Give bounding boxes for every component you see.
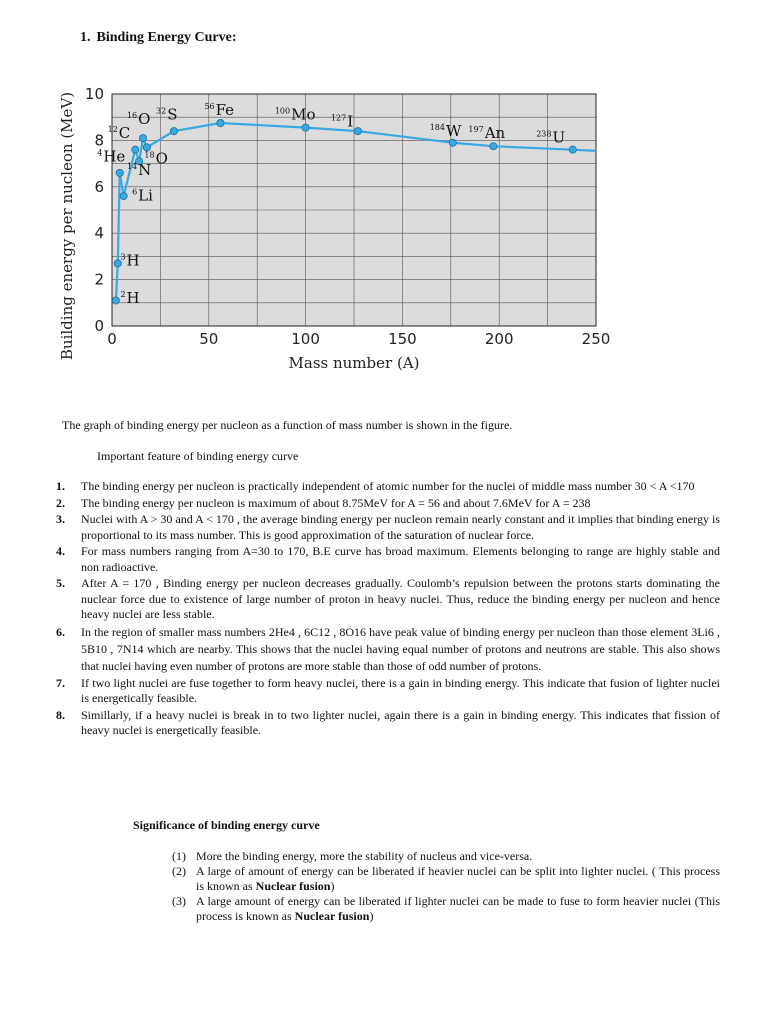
element-symbol: H <box>126 288 140 307</box>
mass-number: 14 <box>126 162 138 172</box>
element-symbol: I <box>347 112 354 131</box>
data-point <box>217 119 224 126</box>
mass-number: 16 <box>126 111 138 121</box>
features-list <box>56 479 720 740</box>
x-tick-label: 0 <box>107 330 117 348</box>
data-point <box>170 128 177 135</box>
section-number: 1. <box>80 30 91 45</box>
element-symbol: Fe <box>215 100 235 119</box>
list-item: 6. In the region of smaller mass numbers 2He4 , 6C12 , 8O16 have peak value of binding energy per nucleon than those element 3Li6 , 5B10 , 7N14 which are nearby. This shows that the nuclei having equal number of protons and neutrons are stable. This also shows that nuclei having even number of protons are more stable than those of odd number of protons. <box>56 624 720 673</box>
element-symbol: U <box>552 128 566 147</box>
list-item: (2) A large of amount of energy can be liberated if heavier nuclei can be split into lighter nuclei. ( This process is known as Nuclear fusion) <box>172 864 720 893</box>
x-tick-label: 150 <box>388 330 417 348</box>
list-item: 5. After A = 170 , Binding energy per nucleon decreases gradually. Coulomb’s repulsion between the protons starts dominating the nuclear force due to existence of large number of proton in heavy nuclei. Thus, reduce the binding energy per nucleon and hence heavy nuclei are less stable. <box>56 576 720 621</box>
data-point <box>449 139 456 146</box>
data-point <box>116 169 123 176</box>
data-point <box>490 143 497 150</box>
element-symbol: An <box>484 124 506 143</box>
mass-number: 18 <box>144 150 155 160</box>
section-title: Binding Energy Curve: <box>96 30 237 45</box>
list-item: 3. Nuclei with A > 30 and A < 170 , the average binding energy per nucleon remain nearly constant and it implies that binding energy is proportional to its mass number. This is good approximation of the saturation of nuclear force. <box>56 512 720 542</box>
data-point <box>302 124 309 131</box>
x-axis-label: Mass number (A) <box>288 354 420 372</box>
y-tick-label: 4 <box>94 224 104 243</box>
mass-number: 238 <box>536 129 552 139</box>
list-item: 8. Simillarly, if a heavy nuclei is break in to two lighter nuclei, again there is a gain in binding energy. This indicates that fission of heavy nuclei is energetically feasible. <box>56 707 720 737</box>
data-point <box>112 297 119 304</box>
element-symbol: O <box>138 110 151 129</box>
element-symbol: W <box>445 121 462 140</box>
significance-list <box>172 849 720 924</box>
list-item: 2. The binding energy per nucleon is maximum of about 8.75MeV for A = 56 and about 7.6MeV for A = 238 <box>56 495 591 510</box>
mass-number: 32 <box>156 106 167 116</box>
element-symbol: S <box>167 105 178 124</box>
list-item: 1. The binding energy per nucleon is practically independent of atomic number for the nuclei of middle mass number 30 < A <170 <box>56 479 695 493</box>
mass-number: 184 <box>429 122 445 132</box>
element-symbol: O <box>155 149 168 168</box>
data-point <box>120 192 127 199</box>
element-label <box>108 124 131 142</box>
element-symbol: H <box>126 251 140 270</box>
significance-title: Significance of binding energy curve <box>133 818 320 832</box>
mass-number: 2 <box>120 289 126 299</box>
element-label <box>97 147 125 165</box>
element-symbol: He <box>103 147 126 166</box>
x-tick-label: 250 <box>581 330 611 348</box>
x-tick-label: 200 <box>484 330 514 348</box>
mass-number: 197 <box>468 125 484 135</box>
features-title: Important feature of binding energy curve <box>97 449 299 463</box>
data-point <box>139 134 146 141</box>
y-tick-label: 0 <box>94 317 104 335</box>
mass-number: 6 <box>132 187 138 197</box>
mass-number: 127 <box>330 113 347 123</box>
binding-energy-chart <box>0 70 640 390</box>
data-point <box>569 146 576 153</box>
mass-number: 100 <box>274 106 291 116</box>
mass-number: 56 <box>204 101 215 111</box>
data-point <box>354 128 361 135</box>
element-symbol: Mo <box>291 105 316 124</box>
y-tick-label: 2 <box>94 270 104 289</box>
list-item: (3) A large amount of energy can be liberated if lighter nuclei can be made to fuse to form heavier nuclei (This process is known as Nuclear fusion) <box>172 894 720 923</box>
y-tick-label: 6 <box>94 177 104 196</box>
data-point <box>132 146 139 153</box>
element-symbol: C <box>118 124 131 143</box>
list-item: 4. For mass numbers ranging from A=30 to 170, B.E curve has broad maximum. Elements belonging to range are highly stable and non radioactive. <box>56 544 720 574</box>
intro-text: The graph of binding energy per nucleon as a function of mass number is shown in the figure. <box>62 418 513 432</box>
mass-number: 4 <box>97 148 103 158</box>
element-symbol: N <box>138 161 152 180</box>
x-tick-label: 100 <box>291 330 320 348</box>
list-item: 7. If two light nuclei are fuse together to form heavy nuclei, there is a gain in binding energy. This indicate that fusion of lighter nuclei is energetically feasible. <box>56 675 720 705</box>
list-item: (1) More the binding energy, more the stability of nucleus and vice-versa. <box>172 849 533 863</box>
mass-number: 12 <box>107 125 118 135</box>
element-symbol: Li <box>138 186 153 205</box>
y-tick-label: 8 <box>94 131 104 150</box>
x-tick-label: 50 <box>199 330 219 348</box>
y-tick-label: 10 <box>84 85 104 103</box>
y-axis-label: Building energy per nucleon (MeV) <box>58 91 76 361</box>
section-heading <box>80 30 237 46</box>
mass-number: 3 <box>120 252 126 262</box>
